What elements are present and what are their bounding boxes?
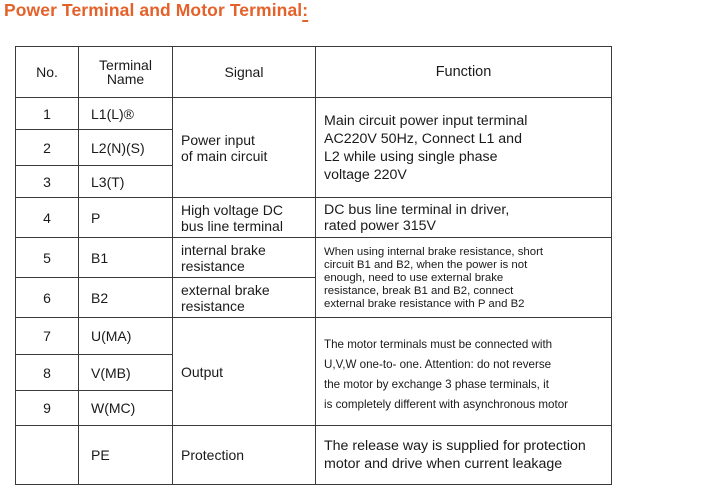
signal-high-voltage xyxy=(173,198,316,238)
header-terminal-name xyxy=(79,47,173,98)
terminal-name: B2 xyxy=(79,278,173,318)
terminal-name: U(MA) xyxy=(79,318,173,355)
terminal-name: PE xyxy=(79,426,173,485)
row-no xyxy=(16,426,79,485)
function-line: the motor by exchange 3 phase terminals, it xyxy=(324,377,549,391)
row-no: 1 xyxy=(16,98,79,130)
terminal-name: L2(N)(S) xyxy=(79,130,173,166)
function-line: resistance, break B1 and B2, connect xyxy=(324,285,514,297)
row-no: 5 xyxy=(16,238,79,278)
terminal-name: W(MC) xyxy=(79,391,173,426)
signal-line: external brake xyxy=(181,281,270,298)
function-line: enough, need to use external brake xyxy=(324,272,504,284)
table-row xyxy=(16,238,612,278)
function-line: rated power 315V xyxy=(324,217,436,234)
terminal-name: L1(L)® xyxy=(79,98,173,130)
function-line: circuit B1 and B2, when the power is not xyxy=(324,259,528,271)
function-dc-bus xyxy=(316,198,612,238)
title-text: Power Terminal and Motor Terminal xyxy=(4,0,303,20)
row-no: 2 xyxy=(16,130,79,166)
signal-line: resistance xyxy=(181,297,245,314)
function-line: L2 while using single phase xyxy=(324,148,498,165)
row-no: 3 xyxy=(16,166,79,198)
signal-output: Output xyxy=(173,318,316,426)
table-row xyxy=(16,426,612,485)
function-line: Main circuit power input terminal xyxy=(324,112,528,129)
signal-line: internal brake xyxy=(181,241,266,258)
signal-line: Power input xyxy=(181,131,255,148)
terminal-name: P xyxy=(79,198,173,238)
header-signal: Signal xyxy=(173,47,316,98)
terminal-table xyxy=(15,46,612,485)
terminal-name: V(MB) xyxy=(79,355,173,391)
signal-line: High voltage DC xyxy=(181,201,283,218)
function-protection xyxy=(316,426,612,485)
table-row xyxy=(16,198,612,238)
header-row xyxy=(16,47,612,98)
header-function: Function xyxy=(316,47,612,98)
header-name-line1: Terminal xyxy=(99,57,152,73)
row-no: 6 xyxy=(16,278,79,318)
function-brake xyxy=(316,238,612,318)
row-no: 4 xyxy=(16,198,79,238)
function-motor xyxy=(316,318,612,426)
row-no: 7 xyxy=(16,318,79,355)
table-row xyxy=(16,98,612,130)
terminal-name: L3(T) xyxy=(79,166,173,198)
header-no: No. xyxy=(16,47,79,98)
signal-external-brake xyxy=(173,278,316,318)
signal-line: of main circuit xyxy=(181,147,268,164)
function-line: U,V,W one-to- one. Attention: do not reverse xyxy=(324,357,552,371)
function-line: motor and drive when current leakage xyxy=(324,456,563,472)
title-colon: : xyxy=(302,0,309,20)
terminal-name: B1 xyxy=(79,238,173,278)
row-no: 8 xyxy=(16,355,79,391)
signal-internal-brake xyxy=(173,238,316,278)
function-line: voltage 220V xyxy=(324,166,407,183)
function-line: When using internal brake resistance, short xyxy=(324,246,544,258)
signal-protection: Protection xyxy=(173,426,316,485)
signal-power-input xyxy=(173,98,316,198)
signal-line: bus line terminal xyxy=(181,217,283,234)
row-no: 9 xyxy=(16,391,79,426)
signal-line: resistance xyxy=(181,257,245,274)
function-line: DC bus line terminal in driver, xyxy=(324,201,510,218)
function-line: The motor terminals must be connected with xyxy=(324,337,553,351)
page-title xyxy=(4,0,308,21)
function-line: AC220V 50Hz, Connect L1 and xyxy=(324,130,522,147)
table-row xyxy=(16,318,612,355)
function-line: The release way is supplied for protection xyxy=(324,438,586,454)
function-power-input xyxy=(316,98,612,198)
function-line: external brake resistance with P and B2 xyxy=(324,298,525,310)
function-line: is completely different with asynchronous motor xyxy=(324,397,569,411)
header-name-line2: Name xyxy=(106,71,145,87)
